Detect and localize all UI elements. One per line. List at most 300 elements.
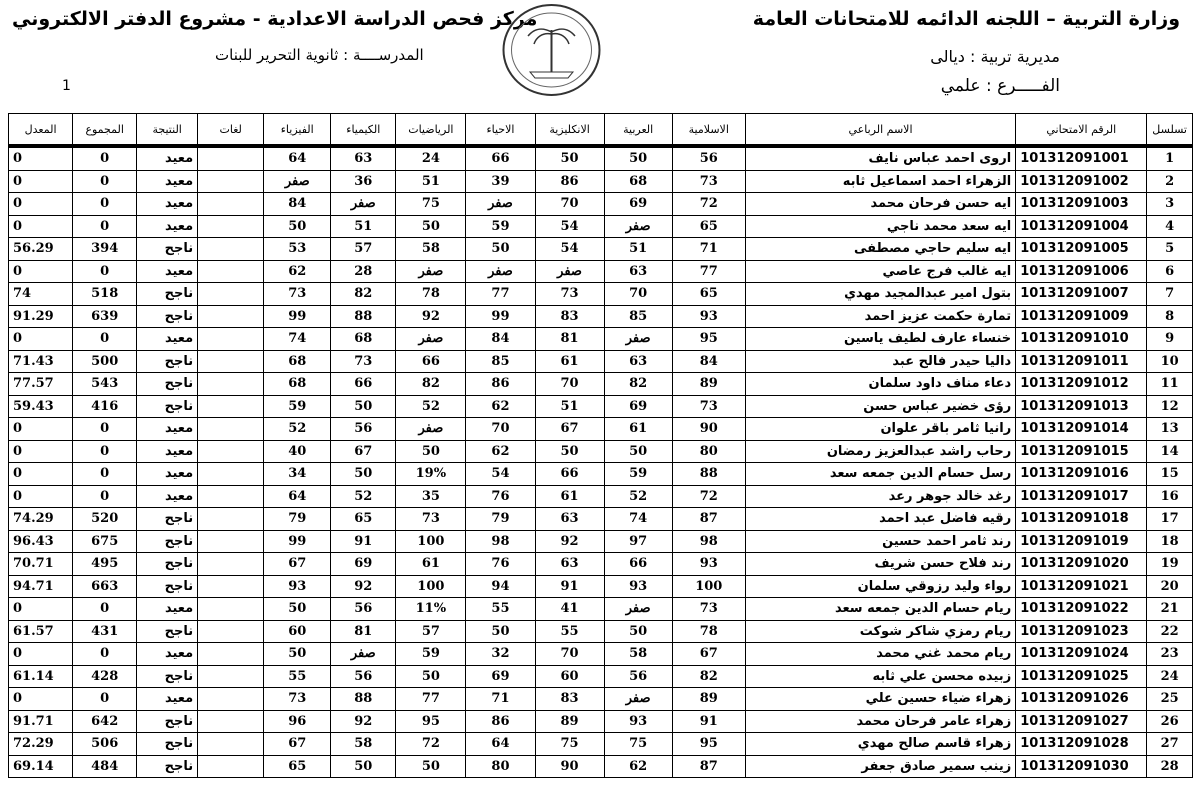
cell-arabic: 56: [604, 665, 672, 688]
cell-exam: 101312091026: [1016, 688, 1147, 711]
cell-chem: 92: [331, 710, 396, 733]
cell-avg: 74.29: [9, 508, 73, 531]
table-row: [9, 193, 1193, 216]
cell-avg: 0: [9, 688, 73, 711]
cell-islamic: 98: [672, 530, 745, 553]
cell-math: صفر: [396, 328, 466, 351]
cell-seq: 25: [1147, 688, 1193, 711]
cell-total: 431: [73, 620, 137, 643]
cell-islamic: 80: [672, 440, 745, 463]
cell-phys: 64: [264, 485, 331, 508]
cell-name: زهراء ضياء حسين علي: [745, 688, 1015, 711]
cell-arabic: 51: [604, 238, 672, 261]
cell-name: رؤى خضير عباس حسن: [745, 395, 1015, 418]
cell-arabic: صفر: [604, 328, 672, 351]
cell-avg: 72.29: [9, 733, 73, 756]
cell-chem: 52: [331, 485, 396, 508]
cell-islamic: 87: [672, 508, 745, 531]
cell-bio: 59: [466, 215, 535, 238]
cell-total: 642: [73, 710, 137, 733]
cell-lang: [198, 215, 264, 238]
cell-islamic: 78: [672, 620, 745, 643]
cell-islamic: 95: [672, 733, 745, 756]
column-header: الكيمياء: [331, 114, 396, 147]
table-row: [9, 146, 1193, 170]
cell-lang: [198, 665, 264, 688]
cell-name: دعاء مناف داود سلمان: [745, 373, 1015, 396]
cell-bio: 86: [466, 710, 535, 733]
cell-exam: 101312091013: [1016, 395, 1147, 418]
cell-islamic: 73: [672, 395, 745, 418]
cell-english: 67: [535, 418, 604, 441]
cell-english: 61: [535, 350, 604, 373]
cell-exam: 101312091028: [1016, 733, 1147, 756]
cell-result: معيد: [137, 418, 198, 441]
cell-chem: 51: [331, 215, 396, 238]
cell-exam: 101312091017: [1016, 485, 1147, 508]
cell-bio: 77: [466, 283, 535, 306]
cell-total: 506: [73, 733, 137, 756]
cell-seq: 24: [1147, 665, 1193, 688]
cell-total: 0: [73, 328, 137, 351]
table-row: [9, 283, 1193, 306]
cell-bio: 50: [466, 238, 535, 261]
cell-chem: 81: [331, 620, 396, 643]
cell-lang: [198, 553, 264, 576]
cell-math: 51: [396, 170, 466, 193]
cell-name: رانيا ثامر باقر علوان: [745, 418, 1015, 441]
cell-avg: 71.43: [9, 350, 73, 373]
cell-chem: 36: [331, 170, 396, 193]
cell-arabic: 85: [604, 305, 672, 328]
cell-result: معيد: [137, 260, 198, 283]
table-row: [9, 553, 1193, 576]
cell-phys: 59: [264, 395, 331, 418]
cell-result: ناجح: [137, 350, 198, 373]
cell-exam: 101312091024: [1016, 643, 1147, 666]
cell-english: 91: [535, 575, 604, 598]
cell-seq: 3: [1147, 193, 1193, 216]
cell-english: 75: [535, 733, 604, 756]
ministry-title: وزارة التربية – اللجنه الدائمه للامتحانات العامة: [752, 8, 1180, 30]
cell-exam: 101312091006: [1016, 260, 1147, 283]
table-row: [9, 238, 1193, 261]
cell-bio: 54: [466, 463, 535, 486]
cell-chem: 88: [331, 305, 396, 328]
cell-bio: 99: [466, 305, 535, 328]
cell-phys: 64: [264, 146, 331, 170]
cell-avg: 0: [9, 170, 73, 193]
cell-chem: 50: [331, 395, 396, 418]
cell-math: 95: [396, 710, 466, 733]
cell-chem: 82: [331, 283, 396, 306]
cell-lang: [198, 305, 264, 328]
cell-english: 50: [535, 146, 604, 170]
cell-name: رغد خالد جوهر رعد: [745, 485, 1015, 508]
cell-phys: 73: [264, 283, 331, 306]
cell-exam: 101312091001: [1016, 146, 1147, 170]
cell-arabic: 70: [604, 283, 672, 306]
cell-math: 50: [396, 215, 466, 238]
cell-lang: [198, 350, 264, 373]
directorate-label: مديرية تربية : ديالى: [930, 47, 1060, 66]
cell-lang: [198, 463, 264, 486]
cell-total: 394: [73, 238, 137, 261]
cell-arabic: 59: [604, 463, 672, 486]
column-header: الرقم الامتحاني: [1016, 114, 1147, 147]
cell-lang: [198, 688, 264, 711]
cell-exam: 101312091020: [1016, 553, 1147, 576]
cell-arabic: 63: [604, 260, 672, 283]
cell-lang: [198, 620, 264, 643]
cell-seq: 26: [1147, 710, 1193, 733]
cell-bio: 79: [466, 508, 535, 531]
cell-english: 63: [535, 553, 604, 576]
cell-result: ناجح: [137, 710, 198, 733]
cell-total: 520: [73, 508, 137, 531]
cell-bio: 39: [466, 170, 535, 193]
cell-result: معيد: [137, 463, 198, 486]
cell-total: 0: [73, 215, 137, 238]
cell-math: 73: [396, 508, 466, 531]
cell-english: 61: [535, 485, 604, 508]
cell-seq: 20: [1147, 575, 1193, 598]
cell-avg: 96.43: [9, 530, 73, 553]
cell-lang: [198, 328, 264, 351]
cell-chem: 68: [331, 328, 396, 351]
cell-bio: 85: [466, 350, 535, 373]
cell-name: ايه غالب فرج عاصي: [745, 260, 1015, 283]
cell-english: 51: [535, 395, 604, 418]
cell-avg: 61.57: [9, 620, 73, 643]
cell-name: ايه سعد محمد ناجي: [745, 215, 1015, 238]
cell-islamic: 88: [672, 463, 745, 486]
cell-avg: 91.71: [9, 710, 73, 733]
cell-islamic: 82: [672, 665, 745, 688]
table-row: [9, 373, 1193, 396]
cell-name: رند ثامر احمد حسين: [745, 530, 1015, 553]
cell-exam: 101312091018: [1016, 508, 1147, 531]
cell-avg: 74: [9, 283, 73, 306]
cell-total: 0: [73, 485, 137, 508]
cell-seq: 22: [1147, 620, 1193, 643]
cell-islamic: 77: [672, 260, 745, 283]
cell-english: 60: [535, 665, 604, 688]
cell-phys: صفر: [264, 170, 331, 193]
cell-arabic: 69: [604, 193, 672, 216]
table-row: [9, 305, 1193, 328]
cell-phys: 67: [264, 733, 331, 756]
cell-total: 663: [73, 575, 137, 598]
cell-arabic: 62: [604, 755, 672, 778]
cell-exam: 101312091005: [1016, 238, 1147, 261]
cell-arabic: 97: [604, 530, 672, 553]
cell-bio: 50: [466, 620, 535, 643]
cell-chem: 69: [331, 553, 396, 576]
cell-bio: 64: [466, 733, 535, 756]
cell-english: 41: [535, 598, 604, 621]
cell-bio: 94: [466, 575, 535, 598]
cell-bio: صفر: [466, 193, 535, 216]
cell-phys: 67: [264, 553, 331, 576]
cell-total: 543: [73, 373, 137, 396]
cell-result: ناجح: [137, 373, 198, 396]
cell-result: معيد: [137, 215, 198, 238]
cell-chem: 88: [331, 688, 396, 711]
cell-islamic: 93: [672, 305, 745, 328]
column-header: الاسم الرباعي: [745, 114, 1015, 147]
cell-chem: 56: [331, 665, 396, 688]
cell-phys: 93: [264, 575, 331, 598]
table-row: [9, 620, 1193, 643]
cell-avg: 69.14: [9, 755, 73, 778]
cell-name: رحاب راشد عبدالعزيز رمضان: [745, 440, 1015, 463]
cell-math: صفر: [396, 418, 466, 441]
cell-arabic: 93: [604, 710, 672, 733]
cell-name: رواء وليد رزوقي سلمان: [745, 575, 1015, 598]
cell-math: 61: [396, 553, 466, 576]
table-row: [9, 530, 1193, 553]
cell-math: 72: [396, 733, 466, 756]
cell-name: زينب سمير صادق جعفر: [745, 755, 1015, 778]
cell-islamic: 72: [672, 485, 745, 508]
cell-chem: 28: [331, 260, 396, 283]
cell-lang: [198, 238, 264, 261]
cell-name: زهراء قاسم صالح مهدي: [745, 733, 1015, 756]
header-row: [9, 114, 1193, 147]
cell-bio: 62: [466, 395, 535, 418]
cell-math: 50: [396, 755, 466, 778]
cell-english: صفر: [535, 260, 604, 283]
cell-name: رند فلاح حسن شريف: [745, 553, 1015, 576]
cell-bio: 98: [466, 530, 535, 553]
cell-total: 639: [73, 305, 137, 328]
cell-chem: 73: [331, 350, 396, 373]
cell-arabic: 50: [604, 146, 672, 170]
cell-name: اروى احمد عباس نايف: [745, 146, 1015, 170]
cell-lang: [198, 575, 264, 598]
table-row: [9, 215, 1193, 238]
cell-avg: 61.14: [9, 665, 73, 688]
cell-avg: 0: [9, 418, 73, 441]
cell-arabic: صفر: [604, 215, 672, 238]
table-row: [9, 395, 1193, 418]
cell-lang: [198, 260, 264, 283]
cell-result: معيد: [137, 598, 198, 621]
cell-arabic: 75: [604, 733, 672, 756]
cell-islamic: 87: [672, 755, 745, 778]
cell-chem: 50: [331, 755, 396, 778]
school-label: المدرســــة : ثانوية التحرير للبنات: [215, 46, 424, 64]
cell-lang: [198, 170, 264, 193]
cell-avg: 0: [9, 146, 73, 170]
cell-phys: 99: [264, 530, 331, 553]
cell-chem: 65: [331, 508, 396, 531]
cell-chem: 56: [331, 418, 396, 441]
cell-lang: [198, 733, 264, 756]
cell-exam: 101312091021: [1016, 575, 1147, 598]
cell-islamic: 90: [672, 418, 745, 441]
cell-seq: 15: [1147, 463, 1193, 486]
cell-seq: 14: [1147, 440, 1193, 463]
cell-exam: 101312091022: [1016, 598, 1147, 621]
cell-exam: 101312091007: [1016, 283, 1147, 306]
cell-exam: 101312091014: [1016, 418, 1147, 441]
cell-islamic: 56: [672, 146, 745, 170]
cell-seq: 18: [1147, 530, 1193, 553]
column-header: تسلسل: [1147, 114, 1193, 147]
cell-avg: 70.71: [9, 553, 73, 576]
cell-math: 78: [396, 283, 466, 306]
cell-arabic: 50: [604, 620, 672, 643]
cell-phys: 34: [264, 463, 331, 486]
cell-total: 484: [73, 755, 137, 778]
cell-arabic: 50: [604, 440, 672, 463]
cell-chem: صفر: [331, 193, 396, 216]
cell-math: 100: [396, 575, 466, 598]
cell-bio: 71: [466, 688, 535, 711]
cell-total: 0: [73, 598, 137, 621]
table-row: [9, 260, 1193, 283]
cell-math: 77: [396, 688, 466, 711]
table-row: [9, 575, 1193, 598]
cell-result: ناجح: [137, 508, 198, 531]
cell-seq: 17: [1147, 508, 1193, 531]
cell-result: ناجح: [137, 305, 198, 328]
cell-chem: صفر: [331, 643, 396, 666]
cell-total: 0: [73, 643, 137, 666]
cell-english: 81: [535, 328, 604, 351]
cell-islamic: 93: [672, 553, 745, 576]
cell-bio: 32: [466, 643, 535, 666]
cell-exam: 101312091003: [1016, 193, 1147, 216]
cell-phys: 68: [264, 373, 331, 396]
cell-islamic: 72: [672, 193, 745, 216]
cell-result: ناجح: [137, 665, 198, 688]
cell-phys: 55: [264, 665, 331, 688]
cell-english: 63: [535, 508, 604, 531]
cell-english: 83: [535, 688, 604, 711]
cell-lang: [198, 598, 264, 621]
cell-bio: 69: [466, 665, 535, 688]
cell-chem: 63: [331, 146, 396, 170]
cell-name: خنساء عارف لطيف ياسين: [745, 328, 1015, 351]
cell-phys: 50: [264, 643, 331, 666]
column-header: الرياضيات: [396, 114, 466, 147]
cell-total: 675: [73, 530, 137, 553]
column-header: العربية: [604, 114, 672, 147]
cell-result: معيد: [137, 643, 198, 666]
cell-phys: 65: [264, 755, 331, 778]
cell-chem: 56: [331, 598, 396, 621]
center-title: مركز فحص الدراسة الاعدادية - مشروع الدفتر الالكتروني: [12, 8, 538, 30]
cell-seq: 9: [1147, 328, 1193, 351]
cell-avg: 77.57: [9, 373, 73, 396]
cell-result: معيد: [137, 485, 198, 508]
cell-phys: 79: [264, 508, 331, 531]
cell-seq: 12: [1147, 395, 1193, 418]
cell-total: 518: [73, 283, 137, 306]
cell-exam: 101312091019: [1016, 530, 1147, 553]
table-row: [9, 418, 1193, 441]
cell-math: 19%: [396, 463, 466, 486]
cell-bio: صفر: [466, 260, 535, 283]
cell-lang: [198, 643, 264, 666]
cell-lang: [198, 755, 264, 778]
cell-name: زبيده محسن علي ثابه: [745, 665, 1015, 688]
cell-chem: 66: [331, 373, 396, 396]
cell-total: 0: [73, 146, 137, 170]
cell-islamic: 89: [672, 688, 745, 711]
cell-chem: 58: [331, 733, 396, 756]
cell-seq: 21: [1147, 598, 1193, 621]
cell-name: رقيه فاضل عبد احمد: [745, 508, 1015, 531]
cell-islamic: 73: [672, 170, 745, 193]
cell-total: 495: [73, 553, 137, 576]
cell-result: ناجح: [137, 755, 198, 778]
column-header: النتيجة: [137, 114, 198, 147]
table-row: [9, 485, 1193, 508]
cell-math: 58: [396, 238, 466, 261]
cell-math: 52: [396, 395, 466, 418]
cell-seq: 1: [1147, 146, 1193, 170]
cell-seq: 10: [1147, 350, 1193, 373]
cell-avg: 0: [9, 485, 73, 508]
table-row: [9, 733, 1193, 756]
cell-result: معيد: [137, 328, 198, 351]
cell-total: 500: [73, 350, 137, 373]
cell-phys: 73: [264, 688, 331, 711]
cell-islamic: 71: [672, 238, 745, 261]
cell-math: 50: [396, 665, 466, 688]
cell-name: ريام محمد غني محمد: [745, 643, 1015, 666]
cell-lang: [198, 418, 264, 441]
cell-exam: 101312091004: [1016, 215, 1147, 238]
column-header: المجموع: [73, 114, 137, 147]
cell-arabic: 52: [604, 485, 672, 508]
cell-lang: [198, 710, 264, 733]
cell-bio: 86: [466, 373, 535, 396]
cell-total: 0: [73, 170, 137, 193]
column-header: المعدل: [9, 114, 73, 147]
cell-avg: 0: [9, 598, 73, 621]
cell-bio: 76: [466, 553, 535, 576]
cell-bio: 76: [466, 485, 535, 508]
cell-avg: 94.71: [9, 575, 73, 598]
table-row: [9, 508, 1193, 531]
cell-total: 416: [73, 395, 137, 418]
cell-bio: 70: [466, 418, 535, 441]
cell-total: 0: [73, 260, 137, 283]
cell-seq: 4: [1147, 215, 1193, 238]
cell-chem: 92: [331, 575, 396, 598]
cell-seq: 8: [1147, 305, 1193, 328]
cell-islamic: 67: [672, 643, 745, 666]
cell-phys: 50: [264, 598, 331, 621]
cell-name: زهراء عامر فرحان محمد: [745, 710, 1015, 733]
cell-english: 90: [535, 755, 604, 778]
cell-english: 83: [535, 305, 604, 328]
cell-name: داليا حيدر فالح عبد: [745, 350, 1015, 373]
cell-exam: 101312091012: [1016, 373, 1147, 396]
table-row: [9, 710, 1193, 733]
cell-arabic: صفر: [604, 598, 672, 621]
cell-arabic: 68: [604, 170, 672, 193]
cell-total: 0: [73, 688, 137, 711]
cell-avg: 0: [9, 463, 73, 486]
cell-math: 66: [396, 350, 466, 373]
cell-islamic: 91: [672, 710, 745, 733]
